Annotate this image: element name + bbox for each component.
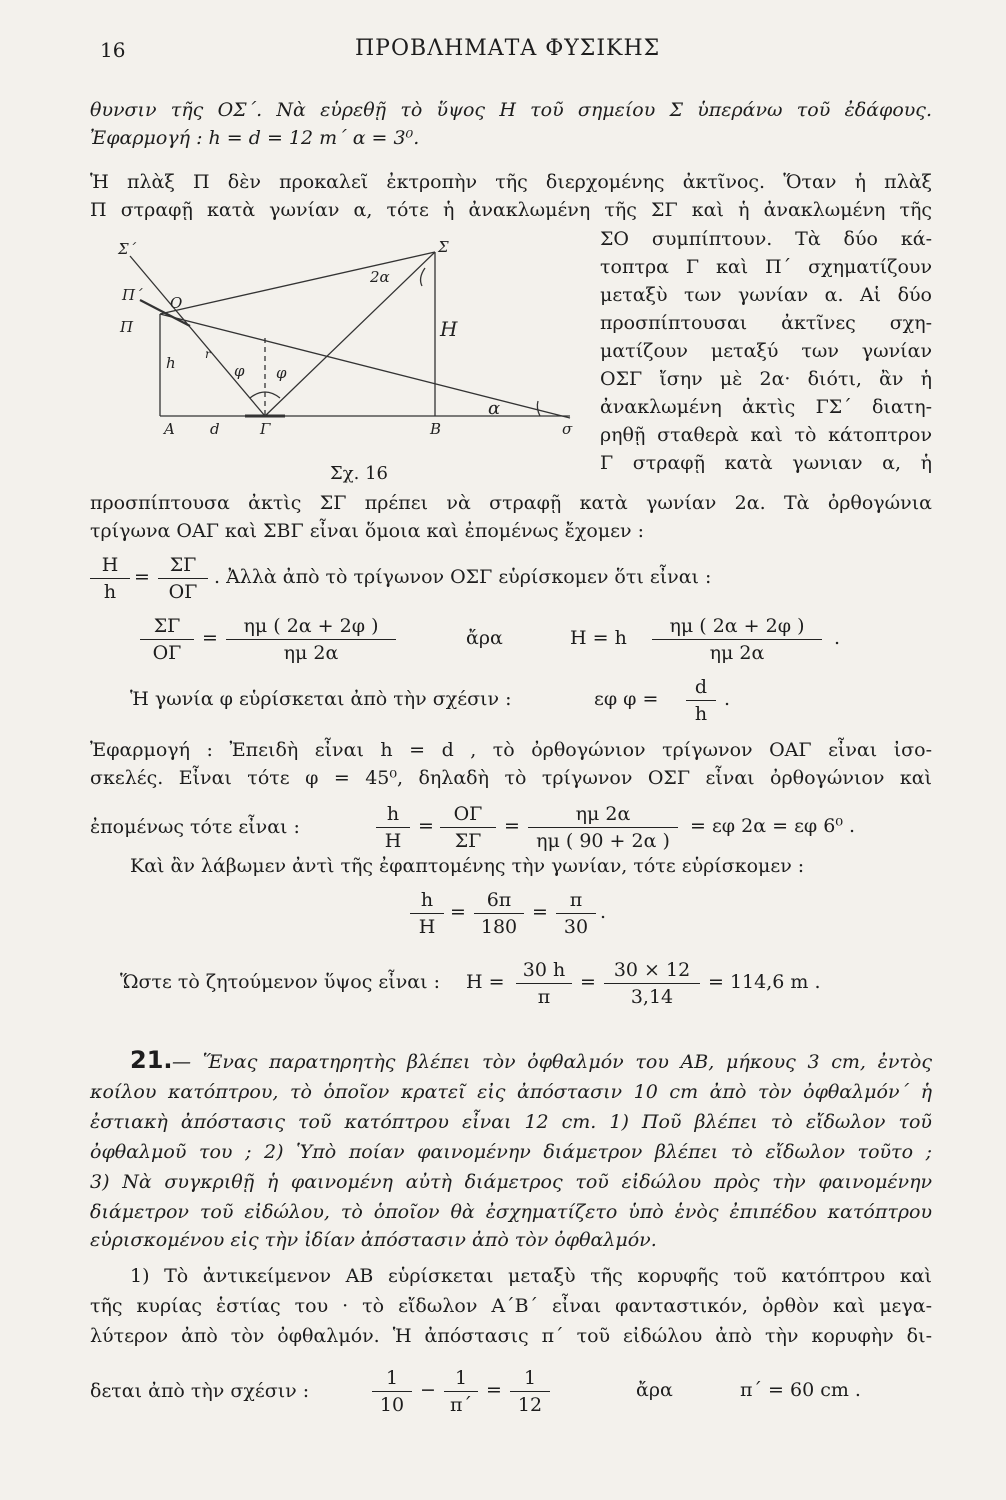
label-r: r (205, 347, 211, 361)
label-h-big: Η (440, 317, 458, 341)
sol-result: π΄ = 60 cm . (740, 1379, 861, 1401)
app-f1-num: h (386, 803, 400, 825)
alpha-arc (537, 401, 540, 416)
app-g1-den: Η (418, 916, 436, 938)
problem21-line-3: ἐστιακὴ ἀπόστασις τοῦ κατόπτρου εἶναι 12 cm. 1) Ποῦ βλέπει τὸ εἴδωλον τοῦ (90, 1111, 932, 1133)
label-o2: σ (562, 420, 573, 438)
para1-line-1: Ἡ πλὰξ Π δὲν προκαλεῖ ἐκτροπὴν τῆς διερχομένης ἀκτῖνος. Ὅταν ἡ πλὰξ (90, 171, 932, 193)
eq3-text: Ἡ γωνία φ εὑρίσκεται ἀπὸ τὴν σχέσιν : (130, 688, 512, 710)
app-g-dot: . (600, 901, 607, 923)
figure-caption: Σχ. 16 (330, 463, 388, 484)
app-fraction-2 (440, 802, 496, 853)
sol-fraction-3 (510, 1366, 550, 1417)
eq3-dot: . (724, 688, 731, 710)
eq2-rhs-den: ημ 2α (709, 642, 765, 664)
application-line-3: ἐπομένως τότε εἶναι : (90, 816, 300, 838)
label-two-alpha: 2α (370, 268, 390, 286)
eq3-lhs: εφ φ = (594, 688, 659, 710)
sol-fraction-1 (372, 1366, 412, 1417)
eq2-lhs-fraction (140, 614, 194, 665)
app-g2-den: 180 (480, 916, 518, 938)
para1-line-3: προσπίπτουσα ἀκτὶς ΣΓ πρέπει νὰ στραφῇ κατὰ γωνίαν 2α. Τὰ ὀρθογώνια (90, 492, 932, 514)
result-d1: π (537, 986, 551, 1008)
eq2-mid-num: ημ ( 2α + 2φ ) (243, 615, 379, 637)
eq3-num: d (694, 676, 708, 698)
para1-right-8: ρηθῇ σταθερὰ καὶ τὸ κάτοπτρον (600, 424, 932, 446)
result-d2: 3,14 (630, 986, 674, 1008)
solution-line-3: λύτερον ἀπὸ τὸν ὀφθαλμόν. Ἡ ἀπόστασις π΄ τοῦ εἰδώλου ἀπὸ τὴν κορυφὴν δι- (90, 1325, 932, 1347)
problem-21-number: 21. (130, 1046, 173, 1074)
figure-16-diagram (100, 238, 590, 438)
app-g-equals-1: = (450, 901, 466, 923)
label-gamma: Γ (260, 420, 271, 438)
sol-f1-num: 1 (385, 1367, 399, 1389)
eq1-lhs-fraction (90, 553, 130, 604)
eq2-mid-fraction (226, 614, 396, 665)
label-sigma-prime: Σ΄ (118, 240, 137, 258)
problem21-line-4: ὀφθαλμοῦ του ; 2) Ὑπὸ ποίαν φαινομένην διάμετρον βλέπει τὸ εἴδωλον τοῦτο ; (90, 1141, 932, 1163)
label-d: d (210, 420, 220, 438)
intro-line-1: θυνσιν τῆς ΟΣ΄. Νὰ εὑρεθῇ τὸ ὕψος Η τοῦ σημείου Σ ὑπεράνω τοῦ ἐδάφους. (90, 99, 932, 121)
eq2-lhs-num: ΣΓ (153, 615, 181, 637)
app-g3-den: 30 (563, 916, 589, 938)
eq2-rhs-num: ημ ( 2α + 2φ ) (669, 615, 805, 637)
label-h-small: h (166, 354, 176, 372)
sol-fraction-2 (444, 1366, 478, 1417)
label-phi-2: φ (276, 364, 287, 382)
problem21-line-7: εὑρισκομένου εἰς τὴν ἰδίαν ἀπόστασιν ἀπὸ τὸν ὀφθαλμόν. (90, 1229, 657, 1251)
eq2-dot: . (834, 627, 841, 649)
eq3-fraction (686, 675, 716, 726)
mirror-pi (140, 300, 190, 326)
result-text: Ὥστε τὸ ζητούμενον ὕψος εἶναι : (120, 971, 440, 993)
app-g1-num: h (420, 889, 434, 911)
label-phi-1: φ (234, 362, 245, 380)
application-line-1: Ἐφαρμογή : Ἐπειδὴ εἶναι h = d , τὸ ὀρθογώνιον τρίγωνον ΟΑΓ εἶναι ἰσο- (90, 739, 932, 761)
eq1-text: . Ἀλλὰ ἀπὸ τὸ τρίγωνον ΟΣΓ εὑρίσκομεν ὅτι εἶναι : (214, 566, 712, 588)
problem21-line-2: κοίλου κατόπτρου, τὸ ὁποῖον κρατεῖ εἰς ἀπόστασιν 10 cm ἀπὸ τὸν ὀφθαλμόν΄ ἡ (90, 1081, 932, 1103)
app-g3-num: π (569, 889, 583, 911)
result-value: = 114,6 m . (708, 971, 821, 993)
ray-o-to-o2 (160, 314, 570, 418)
app-f3-num: ημ 2α (575, 803, 631, 825)
eq3-den: h (694, 703, 708, 725)
problem21-line-1: — Ἕνας παρατηρητὴς βλέπει τὸν ὀφθαλμόν του ΑΒ, μήκους 3 cm, ἐντὸς (172, 1051, 932, 1073)
app-tail: = εφ 2α = εφ 6⁰ . (690, 815, 856, 837)
ray-o-to-sigma (160, 252, 435, 314)
problem21-line-5: 3) Νὰ συγκριθῇ ἡ φαινομένη αὐτὴ διάμετρος τοῦ εἰδώλου πρὸς τὴν φαινομένην (90, 1171, 932, 1193)
app-g-equals-2: = (532, 901, 548, 923)
eq2-equals-1: = (202, 627, 218, 649)
app-g-fraction-3 (556, 888, 596, 939)
label-pi: Π (120, 318, 134, 336)
two-alpha-arc (421, 268, 425, 286)
solution-line-2: τῆς κυρίας ἑστίας του · τὸ εἴδωλον Α΄Β΄ εἶναι φανταστικόν, ὀρθὸν καὶ μεγα- (90, 1295, 932, 1317)
running-title: ΠΡΟΒΛΗΜΑΤΑ ΦΥΣΙΚΗΣ (355, 36, 661, 61)
application-line-4: Καὶ ἂν λάβωμεν ἀντὶ τῆς ἐφαπτομένης τὴν γωνίαν, τότε εὑρίσκομεν : (130, 855, 805, 877)
result-n1: 30 h (522, 959, 566, 981)
application-line-2: σκελές. Εἶναι τότε φ = 45⁰, δηλαδὴ τὸ τρίγωνον ΟΣΓ εἶναι ὀρθογώνιον καὶ (90, 767, 932, 789)
result-equals: = (580, 971, 596, 993)
app-f1-den: Η (384, 830, 402, 852)
para1-right-3: μεταξὺ των γωνίαν α. Αἱ δύο (600, 284, 932, 306)
ray-sigma-to-gamma (265, 252, 435, 416)
page-number: 16 (100, 38, 126, 62)
para1-right-7: ἀνακλωμένη ἀκτὶς ΓΣ΄ διατη- (600, 396, 932, 418)
eq2-rhs-fraction (652, 614, 822, 665)
app-g2-num: 6π (486, 889, 512, 911)
result-fraction-1 (516, 958, 572, 1009)
app-g-fraction-2 (474, 888, 524, 939)
para1-right-5: ματίζουν μεταξύ των γωνίαν (600, 340, 932, 362)
app-f2-den: ΣΓ (454, 830, 482, 852)
para1-right-4: προσπίπτουσαι ἀκτῖνες σχη- (600, 312, 932, 334)
label-alpha: α (488, 398, 501, 419)
para1-right-2: τοπτρα Γ καὶ Π΄ σχηματίζουν (600, 256, 932, 278)
sol-ara: ἄρα (636, 1379, 673, 1401)
para1-right-6: ΟΣΓ ἴσην μὲ 2α· διότι, ἂν ἡ (600, 368, 932, 390)
result-fraction-2 (604, 958, 700, 1009)
label-sigma: Σ (438, 238, 449, 256)
eq1-rhs-num: ΣΓ (169, 554, 197, 576)
solution-line-1: 1) Τὸ ἀντικείμενον ΑΒ εὑρίσκεται μεταξὺ τῆς κορυφῆς τοῦ κατόπτρου καὶ (130, 1265, 932, 1287)
eq2-lhs-den: ΟΓ (152, 642, 182, 664)
solution-line-4: δεται ἀπὸ τὴν σχέσιν : (90, 1380, 310, 1402)
eq1-rhs-den: ΟΓ (168, 581, 198, 603)
app-fraction-1 (376, 802, 410, 853)
eq1-lhs-num: Η (101, 554, 119, 576)
app-g-fraction-1 (410, 888, 444, 939)
app-fraction-3 (528, 802, 678, 853)
sol-f1-den: 10 (379, 1394, 405, 1416)
sol-f2-den: π΄ (450, 1394, 472, 1416)
app-f3-den: ημ ( 90 + 2α ) (536, 830, 670, 852)
sol-minus: − (420, 1379, 436, 1401)
para1-line-4: τρίγωνα ΟΑΓ καὶ ΣΒΓ εἶναι ὅμοια καὶ ἐπομένως ἔχομεν : (90, 520, 645, 542)
sol-f2-num: 1 (454, 1367, 468, 1389)
para1-right-1: ΣΟ συμπίπτουν. Τὰ δύο κά- (600, 228, 932, 250)
problem21-line-6: διάμετρον τοῦ εἰδώλου, τὸ ὁποῖον θὰ ἐσχηματίζετο ὑπὸ ἑνὸς ἐπιπέδου κατόπτρου (90, 1201, 932, 1223)
sol-equals: = (486, 1379, 502, 1401)
label-o: Ο (170, 294, 183, 312)
app-equals-2: = (504, 815, 520, 837)
eq2-ara: ἄρα (466, 627, 503, 649)
eq1-rhs-fraction (158, 553, 208, 604)
eq2-mid-den: ημ 2α (283, 642, 339, 664)
sol-f3-num: 1 (523, 1367, 537, 1389)
para1-line-2: Π στραφῇ κατὰ γωνίαν α, τότε ἡ ἀνακλωμένη τῆς ΣΓ καὶ ἡ ἀνακλωμένη τῆς (90, 199, 932, 221)
app-equals-1: = (418, 815, 434, 837)
eq1-lhs-den: h (103, 581, 117, 603)
result-n2: 30 × 12 (613, 959, 691, 981)
para1-right-9: Γ στραφῇ κατὰ γωνιαν α, ἡ (600, 452, 932, 474)
intro-line-2: Ἐφαρμογή : h = d = 12 m΄ α = 3⁰. (90, 127, 420, 149)
eq2-h-equals: Η = h (570, 627, 627, 649)
label-a: Α (164, 420, 175, 438)
app-f2-num: ΟΓ (453, 803, 483, 825)
eq1-equals: = (134, 566, 150, 588)
label-b: Β (430, 420, 442, 438)
sol-f3-den: 12 (517, 1394, 543, 1416)
label-pi-prime: Π΄ (122, 286, 143, 304)
result-h-equals: Η = (466, 971, 505, 993)
